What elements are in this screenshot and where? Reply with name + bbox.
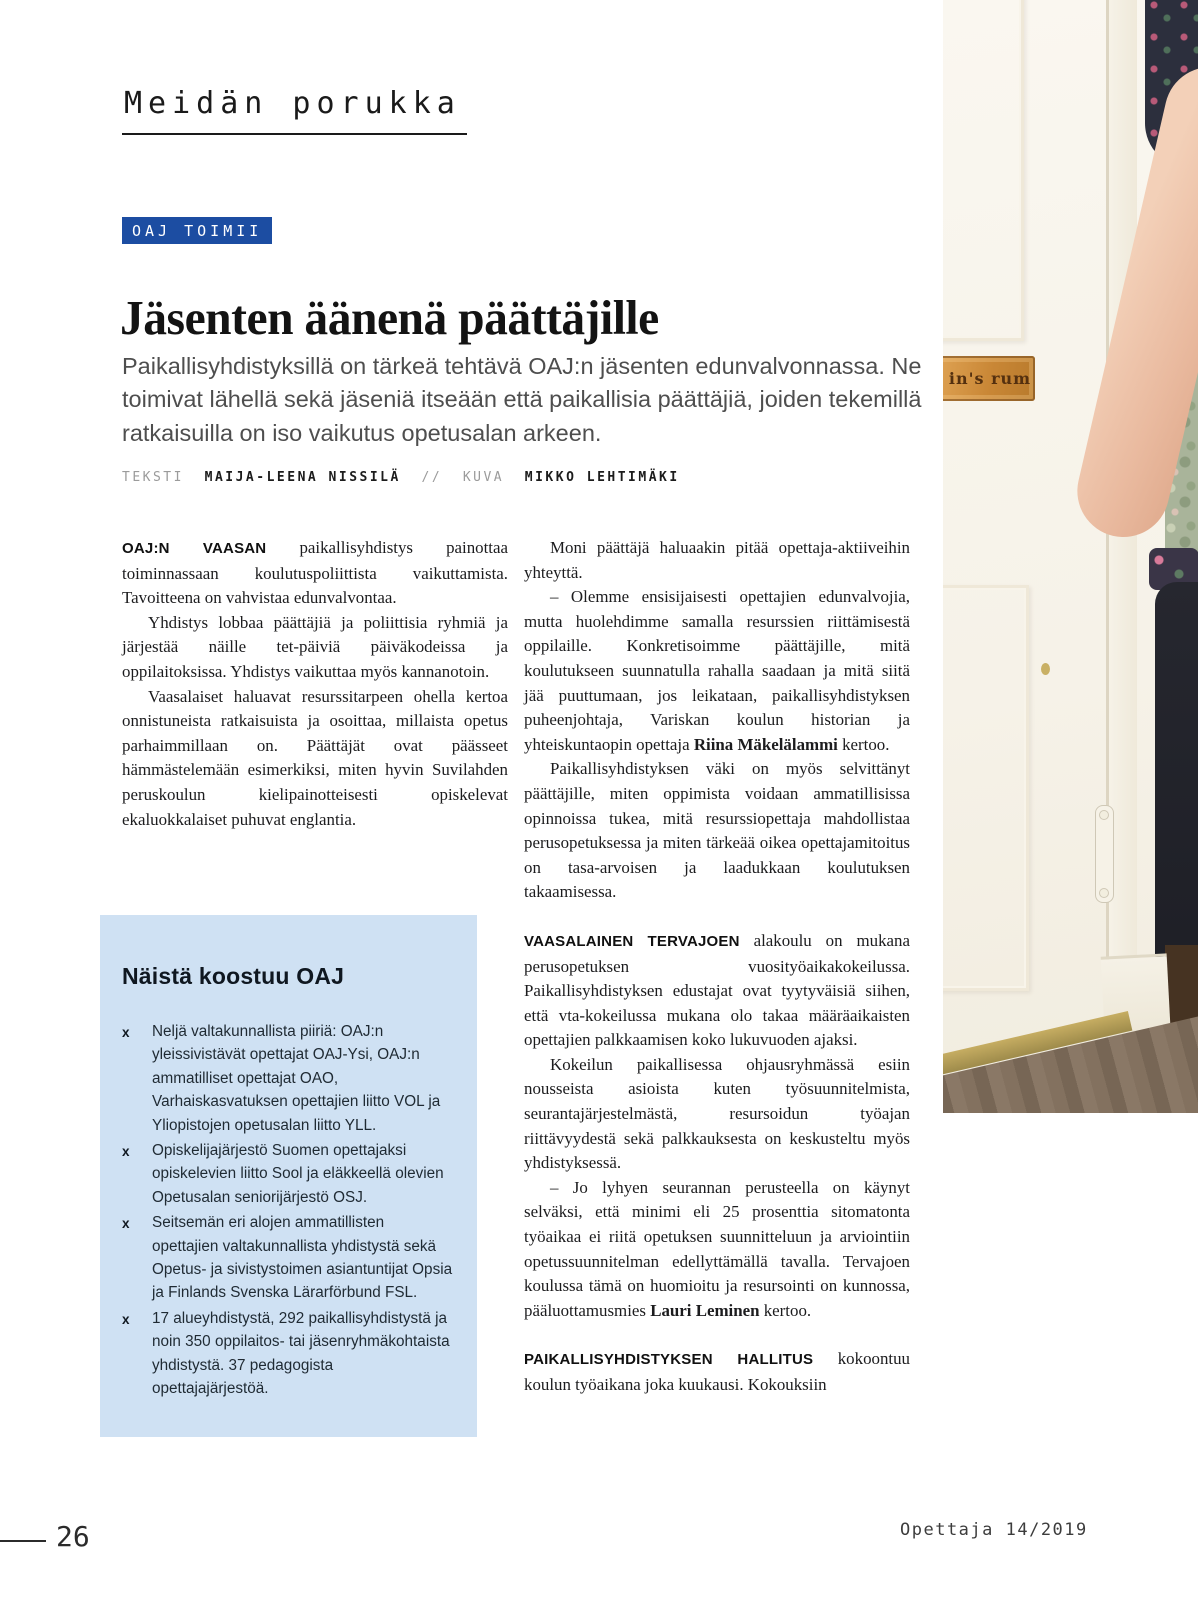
door-panel-bottom	[943, 585, 1029, 991]
infobox-item-text: 17 alueyhdistystä, 292 paikallisyhdistystä ja noin 350 oppilaitos- tai jäsenryhmäkohtaista yhdistystä. 37 pedagogista opettajajärjestöä.	[152, 1309, 450, 1398]
byline-photo-label: KUVA	[462, 470, 505, 485]
infobox-item	[122, 1020, 453, 1137]
paragraph-text: kertoo.	[759, 1300, 812, 1320]
body-paragraph	[524, 585, 910, 757]
body-paragraph	[524, 1176, 910, 1324]
door-sign	[943, 356, 1035, 401]
paragraph-text: Moni päättäjä haluaakin pitää opettaja-aktiiveihin yhteyttä.	[524, 538, 910, 582]
paragraph-text: paikallisyhdistys painottaa toiminnassaan koulutuspoliittista vaikuttamista. Tavoitteena on vahvistaa edunvalvontaa.	[122, 538, 508, 608]
infobox-item-text: Neljä valtakunnallista piiriä: OAJ:n yleissivistävät opettajat OAJ-Ysi, OAJ:n ammatilliset opettajat OAO, Varhaiskasvatuksen opettajien liitto VOL ja Yliopistojen opetusalan liitto YLL.	[152, 1023, 441, 1134]
footer-rule	[0, 1540, 46, 1542]
infobox-title: Näistä koostuu OAJ	[122, 963, 345, 989]
infobox	[100, 915, 477, 1437]
article-photo	[943, 0, 1198, 1113]
paragraph-text: – Jo lyhyen seurannan perusteella on käynyt selväksi, että minimi eli 25 prosenttia sitomatonta työaikaa ei riitä opetuksen suunnitteluun ja arviointiin opetussuunnitelman edellyttämällä tavalla. Tervajoen koulussa tämä on huomioitu ja resursointi on kunnossa, pääluottamusmies	[524, 1177, 910, 1320]
issue-label: Opettaja 14/2019	[900, 1520, 1088, 1540]
article-lead: Paikallisyhdistyksillä on tärkeä tehtävä OAJ:n jäsenten edunvalvonnassa. Ne toimivat lähellä sekä jäseniä itseään että paikallisia päättäjiä, joiden tekemillä ratkaisuilla on iso vaikutus opetusalan arkeen.	[122, 353, 922, 446]
column-right	[524, 536, 910, 1398]
body-paragraph	[122, 536, 508, 611]
door-sign-text: in's rum	[948, 369, 1032, 388]
category-tag: OAJ TOIMII	[122, 217, 272, 244]
byline-separator: //	[421, 470, 443, 485]
page-number: 26	[56, 1520, 90, 1553]
paragraph-text: – Olemme ensisijaisesti opettajien edunvalvojia, mutta huolehdimme samalla resurssien riittämisestä oppilaille. Konkretisoimme päättäjille, mitä koulutukseen suunnatulla rahalla saadaan ja mitä siitä jää puuttumaan, jos leikataan, paikallisyhdistyksen puheenjohtaja, Variskan koulun historian ja yhteiskuntaopin opettaja	[524, 587, 910, 754]
bullet-marker-icon: x	[122, 1144, 130, 1160]
section-kicker: Meidän porukka	[122, 86, 467, 135]
byline-photo-author: MIKKO LEHTIMÄKI	[524, 470, 680, 485]
bullet-marker-icon: x	[122, 1216, 130, 1232]
infobox-item	[122, 1307, 453, 1401]
byline-text-label: TEKSTI	[122, 470, 184, 485]
paragraph-text: Vaasalaiset haluavat resurssitarpeen ohella kertoa onnistuneista ratkaisuista ja osoittaa, millaista opetus parhaimmillaan on. Päättäjät ovat päässeet hämmästelemään esimerkiksi, miten hyvin Suvilahden peruskoulun kielipainotteisesti opiskelevat ekaluokkalaiset puhuvat englantia.	[122, 686, 508, 829]
infobox-item-text: Opiskelijajärjestö Suomen opettajaksi opiskelevien liitto Sool ja eläkkeellä olevien Opetusalan seniorijärjestö OSJ.	[152, 1142, 444, 1206]
byline	[122, 470, 680, 485]
person-name: Riina Mäkelälammi	[693, 734, 838, 754]
body-paragraph	[524, 757, 910, 905]
article-title: Jäsenten äänenä päättäjille	[120, 289, 659, 345]
paragraph-lead-in: OAJ:N VAASAN	[122, 540, 267, 557]
paragraph-lead-in: VAASALAINEN TERVAJOEN	[524, 932, 740, 950]
paragraph-text: Kokeilun paikallisessa ohjausryhmässä esiin nousseista asioista kuten työsuunnitelmista, seurantajärjestelmästä, resursoidun työajan riittävyydestä sekä palkkauksesta on keskusteltu myös yhdistyksessä.	[524, 1054, 910, 1173]
paragraph-text: Yhdistys lobbaa päättäjiä ja poliittisia ryhmiä ja järjestää näille tet-päiviä päiväkodeissa ja oppilaitoksissa. Yhdistys vaikuttaa myös kannanotoin.	[122, 612, 508, 681]
body-paragraph	[122, 685, 508, 833]
bullet-marker-icon: x	[122, 1025, 130, 1040]
paragraph-text: kokoontuu koulun työaikana joka kuukausi. Kokouksiin	[524, 1349, 910, 1394]
door-hinge	[1095, 805, 1114, 903]
keyhole	[1041, 663, 1050, 675]
column-left	[122, 536, 508, 832]
door-panel-top	[943, 0, 1024, 341]
body-paragraph	[524, 1347, 910, 1397]
body-paragraph	[122, 611, 508, 685]
infobox-item	[122, 1139, 453, 1209]
infobox-item-text: Seitsemän eri alojen ammatillisten opettajien valtakunnallista yhdistystä sekä Opetus- ja sivistystoimen asiantuntijat Opsia ja Finlands Svenska Lärarförbund FSL.	[152, 1214, 453, 1302]
infobox-item	[122, 1211, 453, 1305]
person-skirt	[1155, 582, 1198, 982]
body-paragraph	[524, 1053, 910, 1176]
paragraph-lead-in: PAIKALLISYHDISTYKSEN HALLITUS	[524, 1351, 814, 1369]
paragraph-text: kertoo.	[837, 734, 890, 754]
body-paragraph	[524, 536, 910, 585]
byline-text-author: MAIJA-LEENA NISSILÄ	[204, 470, 401, 485]
body-paragraph	[524, 929, 910, 1053]
paragraph-text: Paikallisyhdistyksen väki on myös selvittänyt päättäjille, miten oppimista voidaan ammatillisissa opinnoissa tukea, mitä resurssiopettaja mahdollistaa perusopetuksessa ja miten tärkeää oikea opettajamitoitus on tasa-arvoisen ja laadukkaan koulutuksen takaamisessa.	[524, 759, 910, 902]
person-name: Lauri Leminen	[650, 1300, 760, 1320]
bullet-marker-icon: x	[122, 1311, 130, 1327]
infobox-list	[122, 1020, 453, 1401]
paragraph-text: alakoulu on mukana perusopetuksen vuosityöaikakokeilussa. Paikallisyhdistyksen edustajat ovat tyytyväisiä siihen, että vta-kokeilussa mukana olo takaa määräaikaisten opettajien palkkaamisen koko lukuvuoden ajaksi.	[524, 930, 910, 1050]
